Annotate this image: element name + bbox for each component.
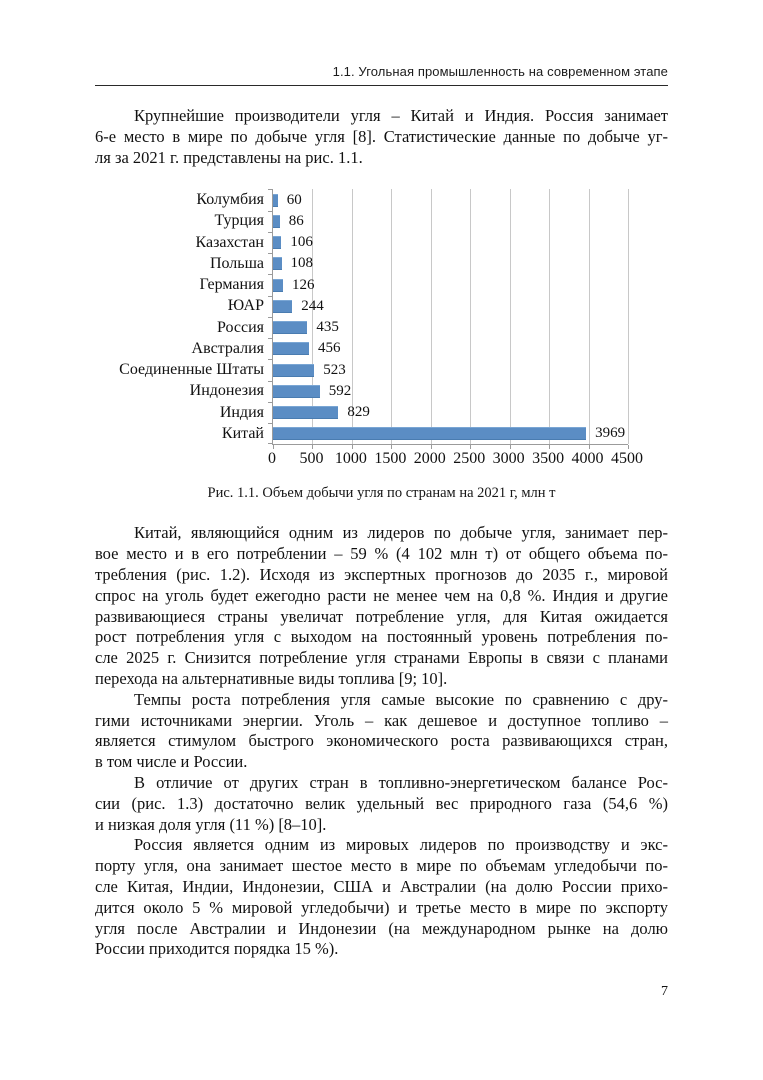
bar [273,364,314,377]
category-label: Германия [199,276,264,294]
text-line: сле Китая, Индии, Индонезии, США и Австралии (на долю России прихо- [95,876,668,896]
text-line: дится около 5 % мировой угледобычи) и третье место в мире по экспорту [95,897,668,917]
bar-value-label: 3969 [595,425,626,442]
bar [273,215,280,228]
text-line: В отличие от других стран в топливно-энергетическом балансе Рос- [134,772,668,792]
chart-row [273,381,628,402]
category-label: Колумбия [196,191,264,209]
chart-row [273,211,628,232]
figure-1-1-chart [95,189,668,469]
bar-value-label: 435 [316,319,339,336]
category-label: Россия [216,318,264,336]
x-tick-label: 2500 [453,450,486,468]
intro-paragraph-container [95,106,668,168]
category-label: Турция [214,212,264,230]
bar [273,300,292,313]
bar [273,194,278,207]
chart-row [273,317,628,338]
x-tick-label: 1500 [374,450,407,468]
category-label: Китай [221,424,264,442]
bar-value-label: 86 [288,212,304,229]
bar [273,279,283,292]
text-line: в том числе и России. [95,752,248,772]
bar-value-label: 456 [317,340,341,357]
paragraph [95,690,668,773]
chart-bars [273,189,628,444]
bar [273,257,282,270]
chart-row [273,296,628,317]
category-label: ЮАР [227,297,264,315]
header-rule [95,85,668,86]
bar-value-label: 60 [286,191,302,208]
paragraph [95,106,668,168]
page-number: 7 [661,984,668,999]
chart-x-axis-labels [268,445,643,469]
figure-caption: Рис. 1.1. Объем добычи угля по странам на 2021 г, млн т [207,485,556,502]
gridline [628,189,629,444]
text-line: является стимулом быстрого экономического роста развивающихся стран, [95,731,668,751]
text-line: Россия является одним из мировых лидеров по производству и экс- [134,835,668,855]
bar [273,385,320,398]
bar [273,236,281,249]
bar-value-label: 108 [290,255,314,272]
category-label: Польша [209,254,264,272]
bar-value-label: 244 [301,297,324,314]
chart-row [273,423,628,444]
x-tick-label: 3500 [532,450,565,468]
chart-plot-area [272,189,628,445]
body-paragraphs-container [95,523,668,960]
category-label: Соединенные Штаты [119,361,264,379]
bar [273,406,338,419]
bar [273,321,307,334]
text-line: 6-е место в мире по добыче угля [8]. Статистические данные по добыче уг- [95,126,668,146]
paragraph [95,523,668,689]
text-line: порту угля, она занимает шестое место в мире по объемам угледобычи по- [95,856,668,876]
chart-row [273,253,628,274]
text-line: требления (рис. 1.2). Исходя из экспертных прогнозов до 2035 г., мировой [95,564,668,584]
text-line: гими источниками энергии. Уголь – как дешевое и доступное топливо – [95,710,668,730]
x-tick-label: 0 [268,450,276,468]
text-line: развивающиеся страны увеличат потребление угля, для Китая ожидается [95,606,668,626]
category-label: Индонезия [189,382,264,400]
x-tick-label: 2000 [413,450,446,468]
text-line: перехода на альтернативные виды топлива [9; 10]. [95,668,448,688]
paragraph [95,835,668,960]
category-label: Казахстан [195,233,264,251]
text-line: сле 2025 г. Снизится потребление угля странами Европы в связи с планами [95,648,668,668]
chart-row [273,274,628,295]
text-line: России приходится порядка 15 %). [95,939,339,959]
text-line: сии (рис. 1.3) достаточно велик удельный вес природного газа (54,6 %) [95,793,668,813]
text-line: угля после Австралии и Индонезии (на международном рынке на долю [95,918,668,938]
chart-row [273,359,628,380]
chart-row [273,189,628,210]
chart-row [273,402,628,423]
bar-value-label: 523 [323,361,346,378]
text-line: вое место и в его потреблении – 59 % (4 102 млн т) от общего объема по- [95,544,668,564]
x-tick-label: 500 [299,450,324,468]
bar-value-label: 106 [290,234,313,251]
x-tick-label: 4500 [611,450,643,468]
x-tick-label: 4000 [571,450,604,468]
category-label: Австралия [191,339,264,357]
chart-row [273,338,628,359]
x-tick-label: 3000 [492,450,525,468]
axis-tick [628,445,629,449]
chart-body [95,189,668,445]
text-line: Темпы роста потребления угля самые высокие по сравнению с дру- [134,689,668,709]
bar-value-label: 829 [347,404,370,421]
bar [273,342,309,355]
text-line: рост потребления угля с выходом на постоянный уровень потребления по- [95,627,668,647]
x-tick-label: 1000 [334,450,367,468]
bar-value-label: 592 [328,382,352,399]
running-head: 1.1. Угольная промышленность на современном этапе [332,64,668,79]
bar [273,427,586,440]
category-label: Индия [219,403,264,421]
chart-category-axis [95,189,272,444]
text-line: и низкая доля угля (11 %) [8–10]. [95,814,327,834]
text-line: спрос на уголь будет ежегодно расти не менее чем на 0,8 %. Индия и другие [95,585,668,605]
text-line: Крупнейшие производители угля – Китай и Индия. Россия занимает [134,106,668,125]
paragraph [95,773,668,835]
bar-value-label: 126 [291,276,315,293]
text-line: Китай, являющийся одним из лидеров по добыче угля, занимает пер- [134,523,668,543]
text-line: ля за 2021 г. представлены на рис. 1.1. [95,147,363,167]
chart-row [273,232,628,253]
